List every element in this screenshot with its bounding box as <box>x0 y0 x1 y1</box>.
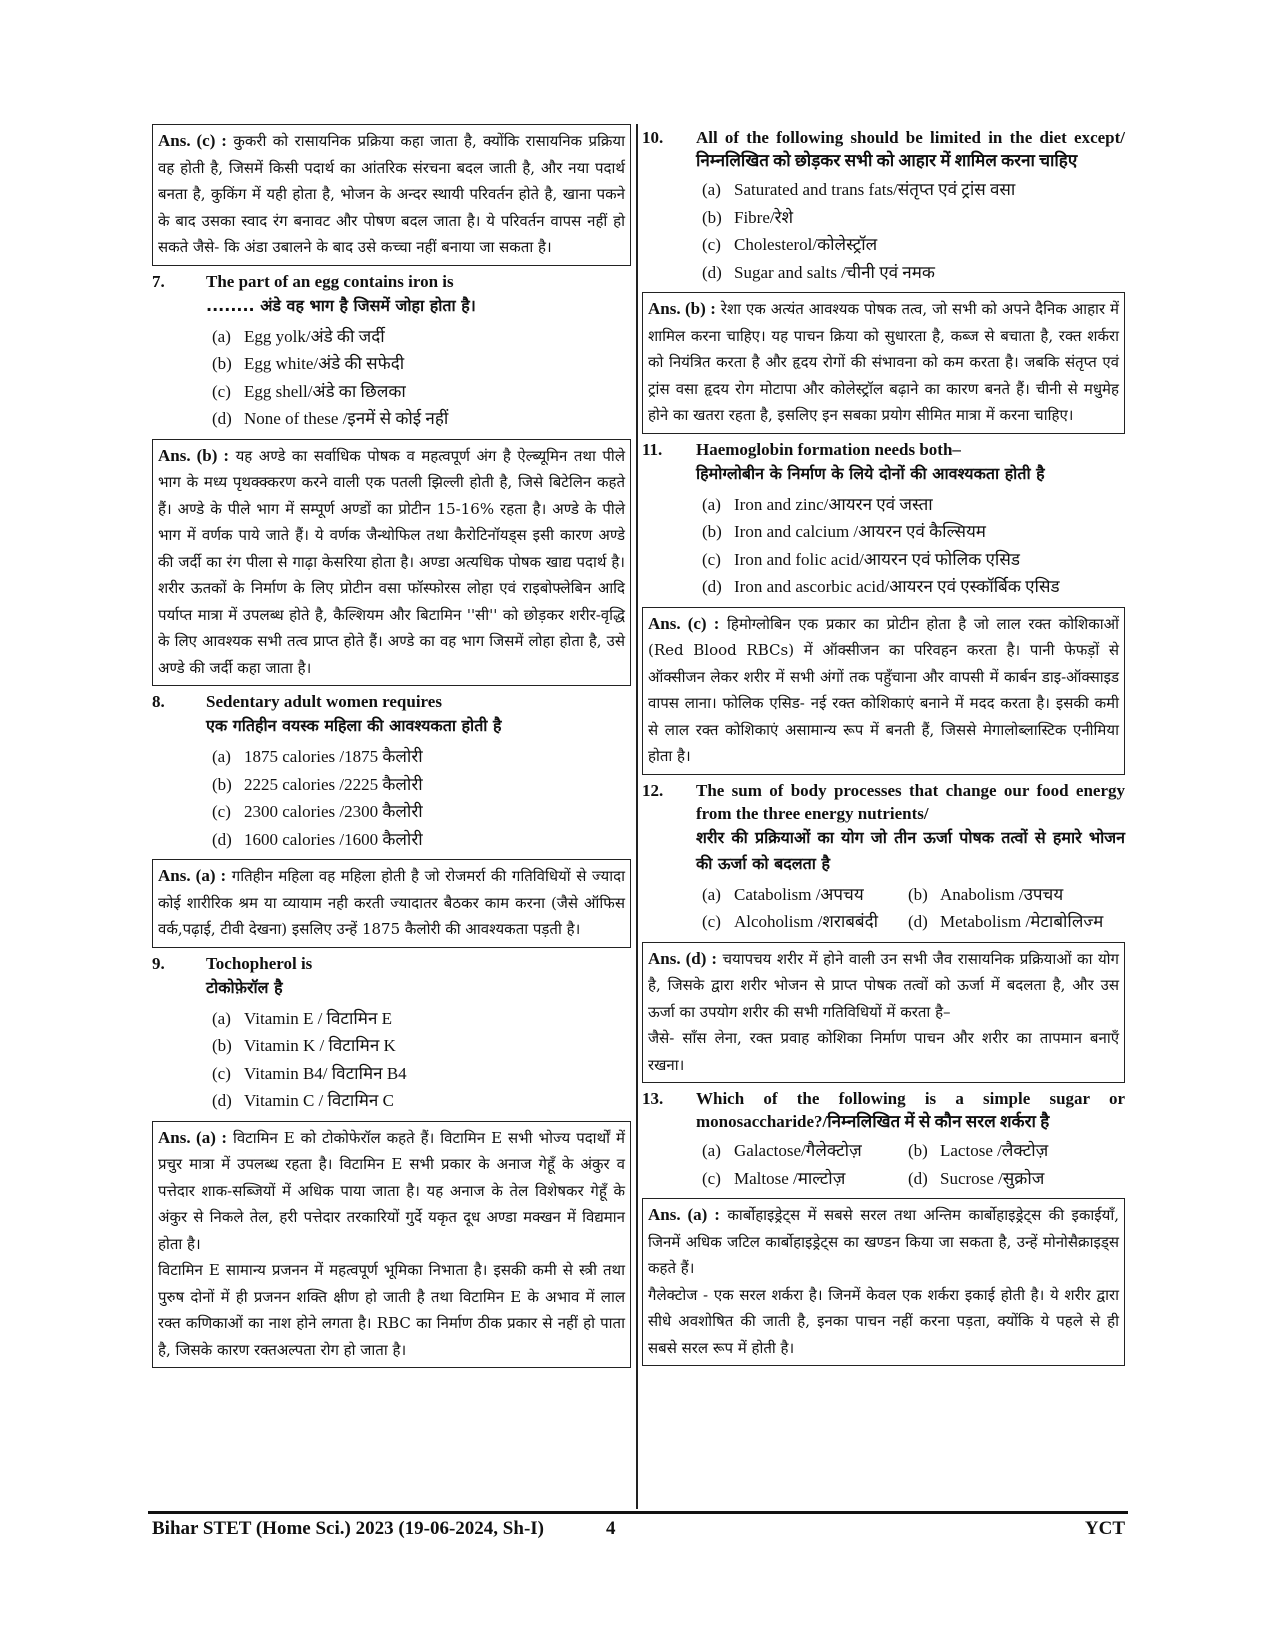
option-d[interactable] <box>212 405 631 433</box>
option-label: (b) <box>212 774 232 794</box>
option-text: Metabolism /मेटाबोलिज्म <box>940 912 1104 931</box>
option-label: (d) <box>908 1168 928 1188</box>
option-text: Lactose /लैक्टोज़ <box>940 1141 1049 1160</box>
question-9 <box>152 952 631 1001</box>
question-number: 8. <box>152 692 165 711</box>
option-b[interactable] <box>212 1032 631 1060</box>
answer-7 <box>152 439 631 687</box>
right-column <box>642 124 1125 1370</box>
question-12 <box>642 779 1125 877</box>
question-text-en: Sedentary adult women requires <box>206 692 442 711</box>
options-7 <box>212 323 631 433</box>
option-text: Alcoholism /शराबबंदी <box>734 912 879 931</box>
option-text: Vitamin B4/ विटामिन B4 <box>244 1063 407 1083</box>
option-d[interactable] <box>702 573 1125 601</box>
option-a[interactable] <box>702 491 1125 519</box>
question-number: 7. <box>152 271 165 291</box>
question-text-en: Haemoglobin formation needs both– <box>696 439 961 459</box>
answer-label: Ans. (b) : <box>158 445 230 465</box>
option-text: None of these /इनमें से कोई नहीं <box>244 409 449 428</box>
option-c[interactable] <box>702 231 1125 259</box>
option-label: (a) <box>702 494 721 514</box>
question-number: 13. <box>642 1089 664 1108</box>
option-b[interactable] <box>702 204 1125 232</box>
answer-label: Ans. (c) : <box>158 131 227 150</box>
answer-13 <box>642 1198 1125 1366</box>
answer-text: गतिहीन महिला वह महिला होती है जो रोजमर्रा की गतिविधियों से ज्यादा कोई शारीरिक श्रम या व्यायाम नही करती ज्यादातर बैठकर काम करना (जैसे ऑफिस वर्क,पढ़ाई, टीवी देखना) इसलिए उन्हें 1875 कैलोरी की आवश्यकता पड़ती है। <box>158 867 625 938</box>
question-text-hi: ........ अंडे वह भाग है जिसमें जोहा होता है। <box>206 295 476 315</box>
question-8 <box>152 690 631 739</box>
option-a[interactable] <box>212 323 631 351</box>
option-text: Egg shell/अंडे का छिलका <box>244 381 406 401</box>
option-d[interactable] <box>212 1087 631 1115</box>
option-d[interactable] <box>702 259 1125 287</box>
answer-label: Ans. (a) : <box>158 1127 227 1147</box>
question-13 <box>642 1087 1125 1133</box>
question-number: 12. <box>642 780 664 800</box>
option-label: (c) <box>702 912 721 931</box>
option-label: (c) <box>212 381 231 401</box>
option-text: Catabolism /अपचय <box>734 884 864 904</box>
option-text: 2300 calories /2300 कैलोरी <box>244 802 423 821</box>
option-label: (b) <box>702 207 722 227</box>
option-label: (a) <box>702 180 721 199</box>
option-label: (b) <box>908 884 928 904</box>
answer-text: रेशा एक अत्यंत आवश्यक पोषक तत्व, जो सभी को अपने दैनिक आहार में शामिल करना चाहिए। यह पाचन क्रिया को सुधारता है, कब्ज से बचाता है, रक्त शर्करा को नियंत्रित करता है और हृदय रोगों की संभावना को कम करता है। जबकि संतृप्त एवं ट्रांस वसा हृदय रोग मोटापा और कोलेस्ट्रॉल बढ़ाने का कारण बनते हैं। चीनी से मधुमेह होने का खतरा रहता है, इसलिए इन सबका प्रयोग सीमित मात्रा में करना चाहिए। <box>648 300 1119 424</box>
option-label: (d) <box>212 409 232 428</box>
option-c[interactable] <box>702 546 1125 574</box>
answer-9 <box>152 1121 631 1369</box>
question-number: 10. <box>642 128 664 147</box>
answer-text: यह अण्डे का सर्वाधिक पोषक व महत्वपूर्ण अंग है ऐल्ब्यूमिन तथा पीले भाग के मध्य पृथक्क्करण करने वाली एक पतली झिल्ली होती है, जिसे बिटेलिन कहते हैं। अण्डे के पीले भाग में सम्पूर्ण अण्डों का प्रोटीन 15-16% रहता है। अण्डे के पीले भाग में वर्णक पाये जाते हैं। ये वर्णक जैन्थोफिल तथा कैरोटिनॉयड्स इसी कारण अण्डे की जर्दी का रंग पीला से गाढ़ा केसरिया होता है। अण्डा अत्यधिक पोषक खाद्य पदार्थ है। शरीर ऊतकों के निर्माण के लिए प्रोटीन वसा फॉस्फोरस लोहा एवं राइबोफ्लेबिन आदि पर्याप्त मात्रा में उपलब्ध होते है, कैल्शियम और बिटामिन ''सी'' को छोड़कर शरीर-वृद्धि के लिए आवश्यक सभी तत्व प्राप्त होते हैं। अण्डे का वह भाग जिसमें लोहा होता है, उसे अण्डे की जर्दी कहा जाता है। <box>158 446 625 677</box>
question-text: All of the following should be limited in the diet except/निम्नलिखित को छोड़कर सभी को आहार में शामिल करना चाहिए <box>696 128 1125 170</box>
question-text-hi: हिमोग्लोबीन के निर्माण के लिये दोनों की आवश्यकता होती है <box>696 463 1045 483</box>
option-text: Galactose/गैलेक्टोज़ <box>734 1141 862 1160</box>
question-text-hi: शरीर की प्रक्रियाओं का योग जो तीन ऊर्जा पोषक तत्वों से हमारे भोजन की ऊर्जा को बदलता है <box>696 827 1125 873</box>
option-text: 2225 calories /2225 कैलोरी <box>244 774 423 794</box>
option-b[interactable] <box>908 881 1063 909</box>
answer-text-2: विटामिन E सामान्य प्रजनन में महत्वपूर्ण भूमिका निभाता है। इसकी कमी से स्त्री तथा पुरुष दोनों में ही प्रजनन शक्ति क्षीण हो जाती है तथा विटामिन E के अभाव में लाल रक्त कणिकाओं का नाश होने लगता है। RBC का निर्माण ठीक प्रकार से नहीं हो पाता है, जिसके कारण रक्तअल्पता रोग हो जाता है। <box>158 1261 625 1359</box>
options-12 <box>702 881 1125 936</box>
question-number: 11. <box>642 439 663 459</box>
option-c[interactable] <box>212 798 631 826</box>
option-text: Iron and zinc/आयरन एवं जस्ता <box>734 494 933 514</box>
option-text: Anabolism /उपचय <box>940 884 1064 904</box>
answer-label: Ans. (a) : <box>158 866 227 885</box>
option-text: 1600 calories /1600 कैलोरी <box>244 829 423 849</box>
option-text: Vitamin K / विटामिन K <box>244 1036 396 1055</box>
answer-12 <box>642 942 1125 1084</box>
answer-text-2: गैलेक्टोज - एक सरल शर्करा है। जिनमें केवल एक शर्करा इकाई होती है। ये शरीर द्वारा सीधे अवशोषित की जाती है, इनका पाचन नहीं करना पड़ता, क्योंकि ये पहले से ही सबसे सरल रूप में होती है। <box>648 1285 1119 1357</box>
options-13 <box>702 1137 1125 1192</box>
option-a[interactable] <box>212 1005 631 1033</box>
option-a[interactable] <box>702 881 908 909</box>
answer-text: चयापचय शरीर में होने वाली उन सभी जैव रासायनिक प्रक्रियाओं का योग है, जिसके द्वारा शरीर भोजन से प्राप्त पोषक तत्वों को ऊर्जा में बदलता है, और उस ऊर्जा का उपयोग शरीर की सभी गतिविधियों में करता है– <box>648 949 1119 1021</box>
question-text-en: The sum of body processes that change our food energy from the three energy nutrients/ <box>696 780 1125 823</box>
option-label: (c) <box>702 549 721 569</box>
option-c[interactable] <box>702 908 908 936</box>
option-text: Cholesterol/कोलेस्ट्रॉल <box>734 235 878 254</box>
option-label: (a) <box>702 884 721 904</box>
option-label: (d) <box>212 1091 232 1110</box>
left-column <box>152 124 631 1372</box>
answer-label: Ans. (d) : <box>648 948 717 968</box>
footer-exam-title: Bihar STET (Home Sci.) 2023 (19-06-2024, Sh-I) <box>152 1518 544 1539</box>
option-label: (a) <box>212 326 231 346</box>
option-b[interactable] <box>212 350 631 378</box>
option-label: (d) <box>702 577 722 596</box>
option-label: (a) <box>212 1008 231 1028</box>
option-a[interactable] <box>212 743 631 771</box>
option-text: Vitamin E / विटामिन E <box>244 1008 393 1028</box>
footer-rule <box>148 1511 1128 1514</box>
answer-label: Ans. (c) : <box>648 613 720 633</box>
options-8 <box>212 743 631 853</box>
option-label: (a) <box>702 1141 721 1160</box>
option-text: Iron and folic acid/आयरन एवं फोलिक एसिड <box>734 549 1020 569</box>
question-text-hi: एक गतिहीन वयस्क महिला की आवश्यकता होती है <box>206 716 502 735</box>
answer-label: Ans. (b) : <box>648 299 716 318</box>
option-b[interactable] <box>702 518 1125 546</box>
column-divider <box>636 124 638 1509</box>
answer-text: विटामिन E को टोकोफेरॉल कहते हैं। विटामिन E सभी भोज्य पदार्थों में प्रचुर मात्रा में उपलब्ध रहता है। विटामिन E सभी प्रकार के अनाज गेहूँ के अंकुर व पत्तेदार शाक-सब्जियों में अधिक पाया जाता है। यह अनाज के तेल विशेषकर गेहूँ के अंकुर से निकले तेल, हरी पत्तेदार तरकारियों गुर्दे यकृत दूध अण्डा मक्खन में विद्यमान होता है। <box>158 1128 625 1253</box>
answer-text: कुकरी को रासायनिक प्रक्रिया कहा जाता है, क्योंकि रासायनिक प्रक्रिया वह होती है, जिसमें किसी पदार्थ का आंतरिक संरचना बदल जाती है, और नया पदार्थ बनता है, कुकिंग में यही होता है, भोजन के अन्दर स्थायी परिवर्तन होते है, खाना पकने के बाद उसका स्वाद रंग बनावट और पोषण बदल जाता है। ये परिवर्तन वापस नहीं हो सकते जैसे- कि अंडा उबालने के बाद उसे कच्चा नहीं बनाया जा सकता है। <box>158 132 625 256</box>
question-text-en: The part of an egg contains iron is <box>206 271 454 291</box>
option-text: Iron and calcium /आयरन एवं कैल्सियम <box>734 522 986 541</box>
option-label: (d) <box>908 912 928 931</box>
question-text-hi: टोकोफ़ेरॉल है <box>206 977 283 997</box>
option-c[interactable] <box>212 378 631 406</box>
answer-10 <box>642 292 1125 434</box>
option-a[interactable] <box>702 1137 908 1165</box>
question-text-en: Tochopherol is <box>206 953 313 973</box>
options-10 <box>702 176 1125 286</box>
option-d[interactable] <box>908 908 1103 936</box>
question-number: 9. <box>152 953 165 973</box>
option-c[interactable] <box>702 1165 908 1193</box>
question-7 <box>152 270 631 319</box>
answer-11 <box>642 607 1125 775</box>
answer-text: कार्बोहाइड्रेट्स में सबसे सरल तथा अन्तिम कार्बोहाइड्रेट्स की इकाईयाँ, जिनमें अधिक जटिल कार्बोहाइड्रेट्स का खण्डन किया जा सकता है, उन्हें मोनोसैक्राइड्स कहते हैं। <box>648 1206 1119 1277</box>
question-text: Which of the following is a simple sugar or monosaccharide?/निम्नलिखित में से कौन सरल शर्करा है <box>696 1089 1125 1131</box>
option-text: Saturated and trans fats/संतृप्त एवं ट्रांस वसा <box>734 180 1016 199</box>
footer-publisher: YCT <box>1084 1518 1125 1539</box>
option-label: (c) <box>702 235 721 254</box>
option-a[interactable] <box>702 176 1125 204</box>
option-b[interactable] <box>212 771 631 799</box>
option-label: (c) <box>212 1063 231 1083</box>
option-label: (b) <box>212 1036 232 1055</box>
option-b[interactable] <box>908 1137 1048 1165</box>
options-9 <box>212 1005 631 1115</box>
option-label: (b) <box>702 522 722 541</box>
answer-8 <box>152 859 631 948</box>
option-d[interactable] <box>212 826 631 854</box>
answer-6 <box>152 124 631 266</box>
option-label: (d) <box>212 829 232 849</box>
answer-label: Ans. (a) : <box>648 1205 720 1224</box>
option-label: (b) <box>908 1141 928 1160</box>
option-label: (c) <box>702 1168 721 1188</box>
option-text: Egg yolk/अंडे की जर्दी <box>244 326 385 346</box>
option-text: Sucrose /सुक्रोज <box>940 1168 1045 1188</box>
option-label: (d) <box>702 262 722 282</box>
option-text: Egg white/अंडे की सफेदी <box>244 354 405 373</box>
option-label: (c) <box>212 802 231 821</box>
page-number: 4 <box>606 1518 616 1539</box>
question-11 <box>642 438 1125 487</box>
option-text: Fibre/रेशे <box>734 207 794 227</box>
option-text: Maltose /माल्टोज़ <box>734 1168 846 1188</box>
answer-text: हिमोग्लोबिन एक प्रकार का प्रोटीन होता है जो लाल रक्त कोशिकाओं (Red Blood RBCs) में ऑक्सीजन का परिवहन करता है। पानी फेफड़ों से ऑक्सीजन लेकर शरीर में सभी अंगों तक पहुँचाना और वापसी में कार्बन डाइ-ऑक्साइड वापस लाना। फोलिक एसिड- नई रक्त कोशिकाएं बनाने में मदद करता है। इसकी कमी से लाल रक्त कोशिकाएं असामान्य रूप में बनती हैं, जिससे मेगालोब्लास्टिक एनीमिया होता है। <box>648 614 1119 765</box>
option-label: (b) <box>212 354 232 373</box>
option-label: (a) <box>212 747 231 766</box>
options-11 <box>702 491 1125 601</box>
option-d[interactable] <box>908 1165 1044 1193</box>
option-text: 1875 calories /1875 कैलोरी <box>244 747 423 766</box>
option-text: Vitamin C / विटामिन C <box>244 1091 394 1110</box>
answer-text-2: जैसे- साँस लेना, रक्त प्रवाह कोशिका निर्माण पाचन और शरीर का तापमान बनाएँ रखना। <box>648 1029 1119 1074</box>
option-text: Sugar and salts /चीनी एवं नमक <box>734 262 935 282</box>
option-c[interactable] <box>212 1060 631 1088</box>
option-text: Iron and ascorbic acid/आयरन एवं एस्कॉर्बिक एसिड <box>734 577 1060 596</box>
question-10 <box>642 126 1125 172</box>
